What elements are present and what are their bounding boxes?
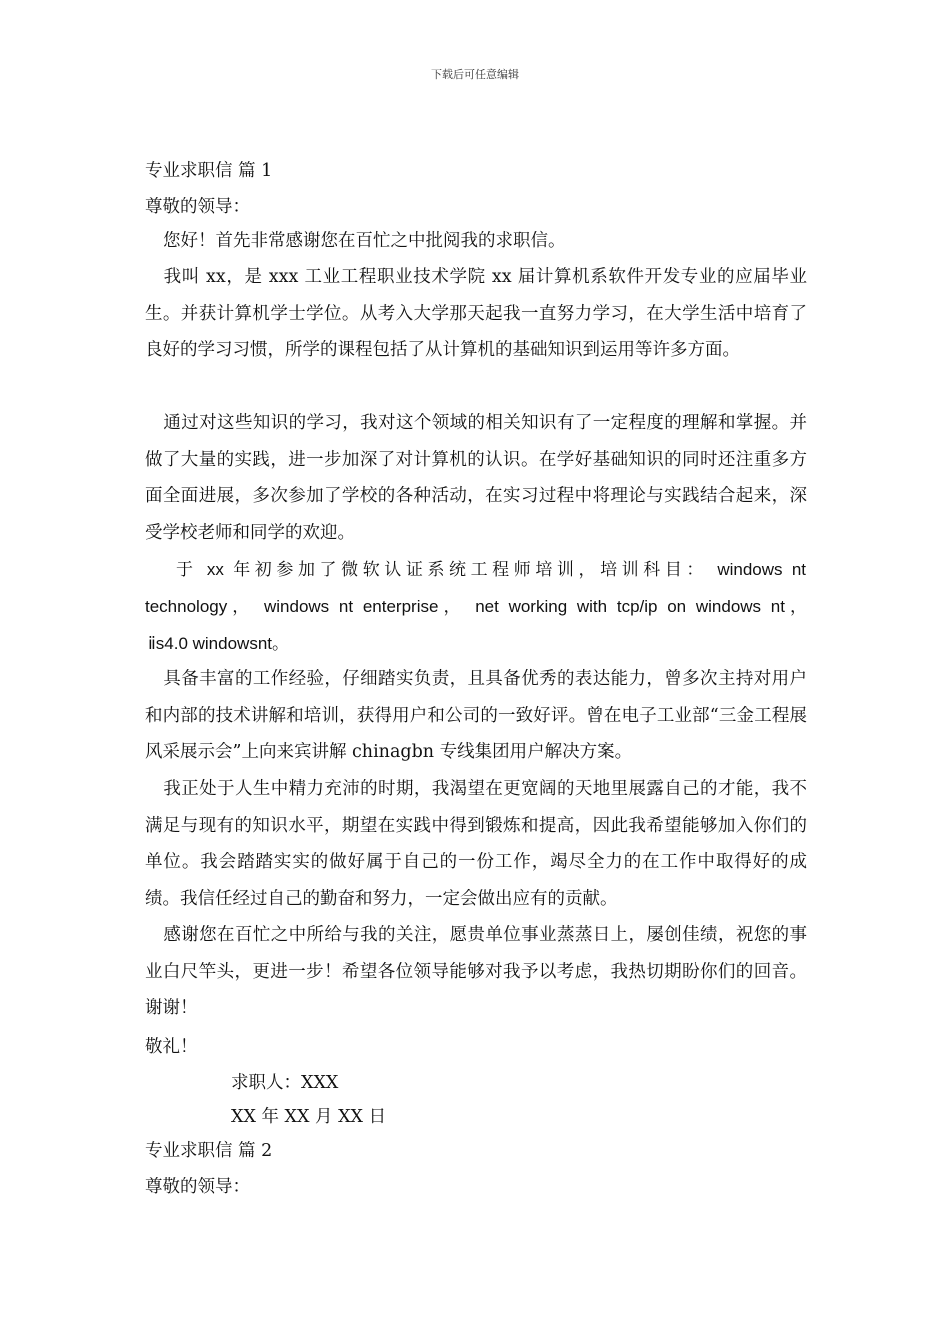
letter2-salutation: 尊敬的领导：	[145, 1177, 250, 1197]
letter1-paragraph-2	[145, 259, 807, 369]
letter1-p6-text: 我正处于人生中精力充沛的时期，我渴望在更宽阔的天地里展露自己的才能，我不满足与现有的知识水平，期望在实践中得到锻炼和提高，因此我希望能够加入你们的单位。我会踏踏实实的做好属于自己的一份工作，竭尽全力的在工作中取得好的成绩。我信任经过自己的勤奋和努力，一定会做出应有的贡献。	[145, 779, 807, 909]
letter1-p7-text: 感谢您在百忙之中所给与我的关注，愿贵单位事业蒸蒸日上，屡创佳绩，祝您的事业白尺竿头，更进一步！希望各位领导能够对我予以考虑，我热切期盼你们的回音。谢谢！	[145, 925, 807, 1018]
page-header: 下载后可任意编辑	[431, 68, 519, 81]
letter1-paragraph-6	[145, 771, 807, 917]
letter1-paragraph-7	[145, 917, 807, 1027]
letter1-p4-line3: ⅱs4.0 windowsnt。	[148, 634, 290, 653]
letter1-paragraph-1	[145, 223, 807, 260]
letter1-paragraph-3	[145, 405, 807, 551]
letter2-title: 专业求职信 篇 2	[145, 1141, 273, 1161]
letter1-salutation: 尊敬的领导：	[145, 197, 250, 217]
letter1-title: 专业求职信 篇 1	[145, 161, 273, 181]
letter1-p5-text: 具备丰富的工作经验，仔细踏实负责，且具备优秀的表达能力，曾多次主持对用户和内部的技术讲解和培训，获得用户和公司的一致好评。曾在电子工业部“三金工程展风采展示会”上向来宾讲解 chinagbn 专线集团用户解决方案。	[145, 669, 807, 762]
letter1-date: XX 年 XX 月 XX 日	[231, 1107, 387, 1127]
letter1-p4-line1: 于 xx 年初参加了微软认证系统工程师培训，培训科目： windows nt	[176, 560, 806, 579]
letter1-p4-line2: technology， windows nt enterprise， net working with tcp/ip on windows nt，	[145, 597, 807, 616]
letter1-p1-text: 您好！首先非常感谢您在百忙之中批阅我的求职信。	[163, 231, 566, 251]
letter1-p3-text: 通过对这些知识的学习，我对这个领域的相关知识有了一定程度的理解和掌握。并做了大量的实践，进一步加深了对计算机的认识。在学好基础知识的同时还注重多方面全面进展，多次参加了学校的各种活动，在实习过程中将理论与实践结合起来，深受学校老师和同学的欢迎。	[145, 413, 807, 543]
letter1-p2-text: 我叫 xx，是 xxx 工业工程职业技术学院 xx 届计算机系软件开发专业的应届毕业生。并获计算机学士学位。从考入大学那天起我一直努力学习，在大学生活中培育了良好的学习习惯，所学的课程包括了从计算机的基础知识到运用等许多方面。	[145, 267, 807, 360]
letter1-signer: 求职人：XXX	[231, 1073, 339, 1093]
letter1-paragraph-5	[145, 661, 807, 771]
letter1-closing: 敬礼！	[145, 1037, 198, 1057]
